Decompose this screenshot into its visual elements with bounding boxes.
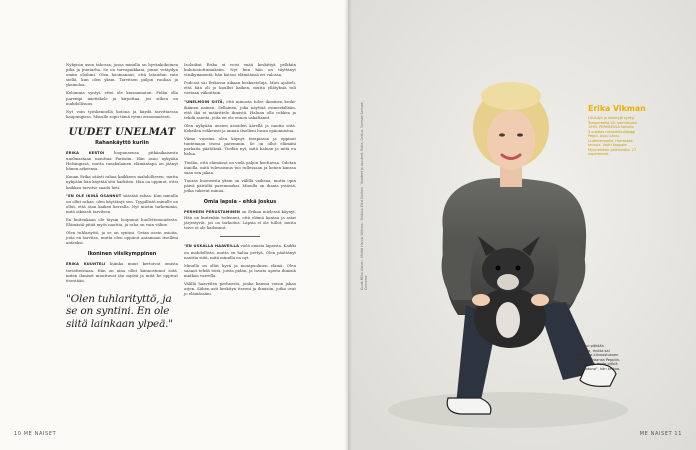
portrait-photo xyxy=(348,0,696,450)
right-page xyxy=(348,0,696,450)
body-paragraph xyxy=(184,243,296,259)
dog-chest xyxy=(496,302,520,338)
pull-quote: "Olen tuhlarityttö, ja se on syntini. En ole siitä lainkaan ylpeä." xyxy=(66,292,173,330)
paragraph-text: kuinka muut kertoivat omista tavoitteistaan. Hän on aina ollut kiinnostunut siitä, miten ihmiset muuttuvat iän myötä ja mitä he oppivat itsestään. xyxy=(66,261,178,283)
dog-eye-right xyxy=(516,266,521,271)
dog-eye-left xyxy=(496,266,501,271)
paragraph-text: vielä omista lapsista. Kaikki on mahdollista, mutta en halua pettyä. Olen päättänyt nauttia siitä, mitä minulla on nyt. xyxy=(184,243,296,260)
page-folio-right: ME NAISET 11 xyxy=(639,431,682,437)
body-paragraph: Minulla on ollut hyvä ja monipuolinen elämä. Olen saanut tehdä töitä, joista pidän, ja tavata upeita ihmisiä matkan varrella. xyxy=(184,262,296,278)
face xyxy=(487,110,535,170)
section-subheading: Ikoninen viisikymppinen xyxy=(87,251,157,258)
body-paragraph: Tiedän, että elämässä on vielä paljon koettavaa. Odotan innolla, mitä tulevaisuus tuo tullessaan ja kenen kanssa saan sen jakaa. xyxy=(184,159,296,175)
body-paragraph: Isolaskut Erika ei voisi enää keskittyä pelkkiin kulutustottumuksiin. Nyt kun hän on täyttänyt viisikymmentä, hän katsoo elämäänsä eri valossa. xyxy=(184,62,296,78)
dog-muzzle xyxy=(497,274,519,290)
intro-paragraph: Kolumnia syntyi, ettei ole kiusanmaton. Pidän olla parempi mietiskele ja kirjoittaa, jos siihen on mahdollisuus. xyxy=(66,90,178,106)
body-paragraph xyxy=(184,99,296,120)
paragraph-lead: ERIKA KERTOI xyxy=(66,150,105,155)
body-paragraph xyxy=(66,150,178,171)
body-paragraph: Välillä haaveilen perheestä, jonka kanssa voisin jakaa arjen. Siihen asti keskityn itseeni ja ihmisiin, jotka ovat jo elämässäni. xyxy=(184,281,296,297)
paragraph-lead: "EN USKALLA HAAVEILLA xyxy=(184,244,240,249)
body-paragraph xyxy=(184,209,296,230)
page-folio-left: 10 ME NAISET xyxy=(14,431,57,437)
profile-bio: LAULAJA ja esiintyjä syntyi Tampereella 20. helmikuuta 1993. PERHEESSÄ koiralla 3-vuotias ranskanbulldoggi Peppi. Asuu Länsi-Uudellamaalla. Harrastaa tanssia. Voitti kappale Myyrreiseen palkinnolla. 27 nopeimmat. xyxy=(588,116,637,156)
body-paragraph: Viime vuosina olen käynyt terapiassa ja oppinut tuntemaan itseni paremmin. Se on ollut elämäni parhaita päätöksiä. Tiedän nyt, mitä haluan ja mitä en halua. xyxy=(184,136,296,157)
spine-gutter xyxy=(344,0,352,450)
section-subheading: Omia lapsia – ehkä joskus xyxy=(203,199,277,206)
photo-credits: Kuvat Milka Alanen · Meikki Hanna Välimaa · Stailaus Elina Kantola · Vaatteet ja asusteet: Rains, Gestuz, Samsøe Samsøe, Converse xyxy=(360,101,368,290)
paragraph-text: luopuneensa pitkäaikaisesta unelmastaan muuttaa Pariisiin. Hän asuu nykyään Helsingissä, mutta ranskalainen elämäntapa on jäänyt hänen arkeensa. xyxy=(66,149,178,172)
section-heading: UUDET UNELMAT xyxy=(68,126,176,138)
intro-paragraph: Nykyisin asun tahossa, jossa minulla on hyvänkokoinen piha ja puutarha. Se on turvapaikkani, jonne vetäydyn omiin oloihini. Olen huomannut, että lataudun vain siellä, kun olen yksin. Tarvitsen paljon rauhaa ja yksinoloa. xyxy=(66,62,178,88)
hand-left xyxy=(472,294,490,306)
paragraph-lead: "EN OLE IKINÄ OSANNUT xyxy=(66,193,122,198)
body-paragraph: Podcast sai Erikassa aikaan keskusteluja. Mies ajatteli, että hän oli jo kuullut kaiken, mutta yllätyksiä tuli vastaan viikoittain. xyxy=(184,80,296,96)
paragraph-text: säästää rahaa. Kun minulla on ollut rahaa, olen käyttänyt sen. Tyypillistä minulle on ollut, että otan kaiken kerralla. Nyt mietin tarkemmin, mitä oikeasti tarvitsen. xyxy=(66,192,178,214)
divider xyxy=(220,236,260,237)
paragraph-lead: PERHEEN PERUSTAMINEN xyxy=(184,210,241,215)
body-paragraph xyxy=(66,261,178,282)
body-paragraph xyxy=(66,193,178,214)
paragraph-lead: "UNELMOIN SIITÄ, xyxy=(184,99,225,104)
floor-shadow xyxy=(388,392,628,428)
body-paragraph: Olen tuhlariyttö, ja se on syntini. Ostan usein asioita, joita en tarvitse, mutta olen oppinut antamaan itselleni anteeksi. xyxy=(66,230,178,246)
column-1 xyxy=(66,62,178,330)
section-subheading: Rahankäyttö kuriin xyxy=(95,139,149,146)
body-paragraph: En kuitenkaan ole täysin luopunut huolettomuudesta. Elämästä pitää myös nauttia, ja raha on vain väline. xyxy=(66,216,178,228)
hair-bun xyxy=(481,82,541,110)
photo-caption: Erika asui pitkään ulkomailla, mutta sai kotimaassa kiinnostuksen kotiin ja koiraansa Peppiin. "Nyt voin nyt myös pitkiä aikoja kotona", hän kertoo. xyxy=(572,344,621,371)
hand-right xyxy=(531,294,549,306)
body-paragraph: Olen nykyään uusien asioiden äärellä ja nautin siitä. Kokeilen rohkeasti ja annan itselleni luvan epäonnistua. xyxy=(184,122,296,134)
paragraph-lead: ERIKA KUUNTELI xyxy=(66,262,106,267)
intro-paragraph: Nyt voin työskennellä kotona ja käydä tarvittaessa kaupungissa. Minulle sopii tämä rytmi erinomaisesti. xyxy=(66,108,178,119)
profile-box xyxy=(588,104,678,157)
sneaker-left xyxy=(447,398,491,414)
paragraph-text: on Erikan mielessä käynyt. Hän on kuitenkin todennut, että elämä kantaa ja asiat järjestyvät, jos on tarkoitus. Lapsia ei ole tullut, mutta toive ei ole kadonnut. xyxy=(184,209,296,231)
column-2 xyxy=(184,62,296,299)
profile-name: Erika Vikman xyxy=(588,104,646,113)
body-paragraph: Tuuras huoneesta yksin on välillä vaikeaa, mutta opin päivä päivältä paremmaksi. Minulla on ihania ystäviä, jotka tukevat minua. xyxy=(184,177,296,193)
eye-right xyxy=(517,133,523,136)
body-paragraph: Kauan Erika säästi rahaa kaikkeen mahdolliseen, mutta nykyään hän käyttää sitä harkiten. Hän on oppinut, ettei kaikkea tarvitse saada heti. xyxy=(66,174,178,190)
eye-left xyxy=(499,133,505,136)
paragraph-text: että minusta tulee ikoninen keski-ikäinen nainen. Sellainen, joka näyttää esimerkillään, että ikä ei määrittele ihmistä. Haluan olla rohkea ja tehdä asioita, joita en ole ennen uskaltanut. xyxy=(184,98,296,120)
